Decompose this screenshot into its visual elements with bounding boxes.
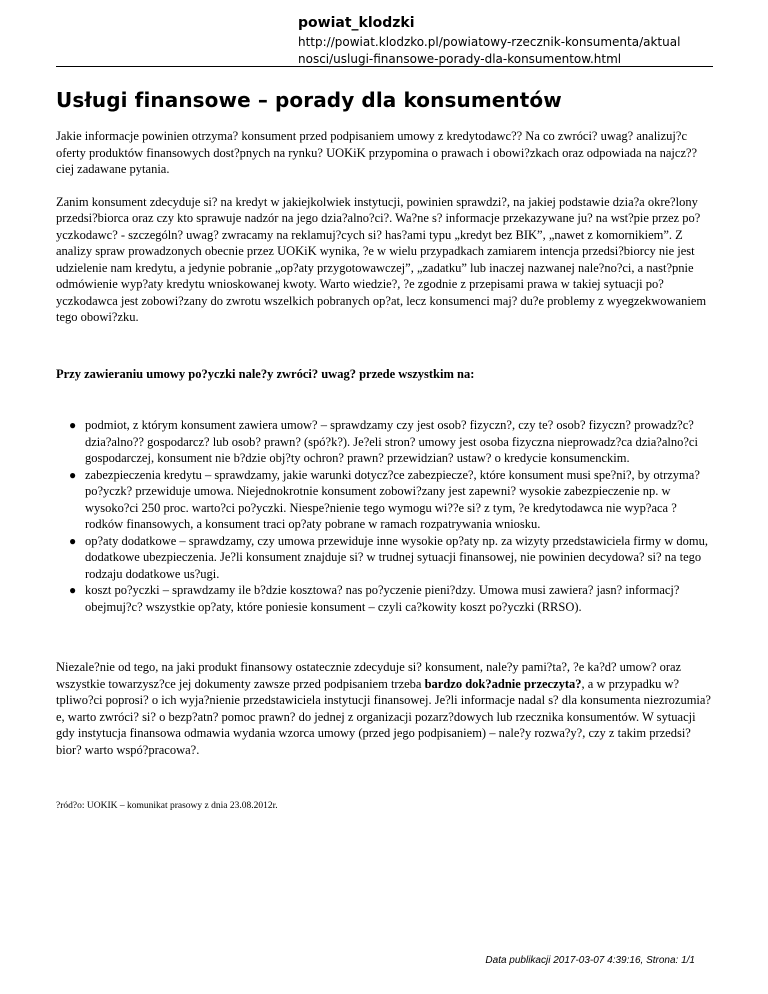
- list-item: [69, 533, 714, 583]
- bullet-icon: ●: [69, 467, 77, 482]
- list-item-text: zabezpieczenia kredytu – sprawdzamy, jakie warunki dotycz?ce zabezpiecze?, które konsument musi spe?ni?, by otrzyma? po?yczk? przewiduje umowa. Niejednokrotnie konsument zobowi?zany jest zapewni? wysokie zabezpieczenie np. w wysoko?ci 250 proc. warto?ci po?yczki. Niespe?nienie tego wymogu wi??e si? z tym, ?e kredytodawca nie wyp?aca ?rodków finansowych, a konsument traci op?aty pobrane w ramach rozpatrywania wniosku.: [85, 467, 700, 531]
- bullet-icon: ●: [69, 418, 77, 432]
- list-item-text: koszt po?yczki – sprawdzamy ile b?dzie kosztowa? nas po?yczenie pieni?dzy. Umowa musi zawiera? jasn? informacj? obejmuj?c? wszystkie op?aty, które poniesie konsument – czyli ca?kowity koszt po?yczki (RRSO).: [85, 583, 680, 614]
- list-item-text: podmiot, z którym konsument zawiera umow? – sprawdzamy czy jest osob? fizyczn?, czy te? osob? fizyczn? prowadz?c? dzia?alno?? gospodarcz? lub osob? prawn? (spó?k?). Je?eli stron? umowy jest osoba fizyczna nieprowadz?ca dzia?alno?ci gospodarczej, konsument nie b?dzie obj?ty ochron? prawn? przewidzian? ustaw? o kredycie konsumenckim.: [85, 418, 698, 465]
- checklist: [56, 417, 714, 615]
- article-paragraph: Zanim konsument zdecyduje si? na kredyt w jakiejkolwiek instytucji, powinien sprawdzi?, na jakiej podstawie dzia?a okre?lony przedsi?biorca oraz czy kto sprawuje nadzór na jego dzia?alno?ci?. Wa?ne s? informacje przekazywane ju? na wst?pie przez po?yczkodawc? - szczególn? uwag? zwracamy na reklamuj?cych si? has?ami typu „kredyt bez BIK”, „nawet z komornikiem”. Z analizy spraw prowadzonych obecnie przez UOKiK wynika, ?e w wielu przypadkach zamiarem intencja przedsi?biorcy nie jest udzielenie nam kredytu, a jedynie pobranie „op?aty przygotowawczej”, „zadatku” lub inaczej nazwanej nale?no?ci, a nast?pnie odmówienie wyp?aty kredytu wnioskowanej kwoty. Warto wiedzie?, ?e zgodnie z przepisami prawa w takiej sytuacji po?yczkodawca jest zobowi?zany do zwrotu wszelkich pobranych op?at, lecz konsumenci maj? du?e problemy z wyegzekwowaniem tego obowi?zku.: [56, 194, 707, 324]
- list-item: [69, 417, 714, 467]
- article-title: Usługi finansowe – porady dla konsumentów: [56, 88, 562, 112]
- source-url[interactable]: [298, 34, 718, 68]
- paragraph-text-start: Niezale?nie od tego, na jaki produkt finansowy ostatecznie zdecyduje si? konsument, nale?y pami?ta?, ?e ka?d? umow? oraz wszystkie towarzysz?ce jej dokumenty zawsze przed podpisaniem trzeba: [56, 660, 682, 691]
- bullet-icon: ●: [69, 583, 77, 597]
- header-divider: [56, 66, 713, 67]
- article-subheading: Przy zawieraniu umowy po?yczki nale?y zwróci? uwag? przede wszystkim na:: [56, 366, 475, 381]
- list-item: [69, 467, 714, 533]
- source-url-line-2[interactable]: nosci/uslugi-finansowe-porady-dla-konsumentow.html: [298, 52, 622, 66]
- bullet-icon: ●: [69, 533, 77, 548]
- list-item: [69, 582, 714, 615]
- source-note: ?ród?o: UOKIK – komunikat prasowy z dnia 23.08.2012r.: [56, 801, 278, 811]
- source-url-line-1[interactable]: http://powiat.klodzko.pl/powiatowy-rzecznik-konsumenta/aktual: [298, 35, 681, 49]
- publication-footer: Data publikacji 2017-03-07 4:39:16, Strona: 1/1: [485, 955, 695, 966]
- paragraph-text-end: , a w przypadku w?tpliwo?ci poprosi? o ich wyja?nienie przedstawiciela instytucji finansowej. Je?li informacje nadal s? dla konsumenta niezrozumia?e, warto zwróci? si? o bezp?atn? pomoc prawn? do jednej z organizacji pozarz?dowych lub rzecznika konsumentów. W sytuacji gdy instytucja finansowa odmawia wydania wzorca umowy (przed jego podpisaniem) – nale?y rozwa?y?, czy z takim przedsi?bior? warto wspó?pracowa?.: [56, 676, 711, 757]
- page-header: [298, 14, 718, 68]
- emphasis-text: bardzo dok?adnie przeczyta?: [424, 676, 582, 691]
- site-name: powiat_klodzki: [298, 15, 415, 31]
- list-item-text: op?aty dodatkowe – sprawdzamy, czy umowa przewiduje inne wysokie op?aty np. za wizyty przedstawiciela firmy w domu, dodatkowe ubezpieczenia. Je?li konsument znajduje si? w trudnej sytuacji finansowej, nie powinien decydowa? si? na tego rodzaju dodatkowe us?ugi.: [85, 533, 708, 581]
- article-intro: Jakie informacje powinien otrzyma? konsument przed podpisaniem umowy z kredytodawc?? Na co zwróci? uwag? analizuj?c oferty produktów finansowych dost?pnych na rynku? UOKiK przypomina o prawach i obowi?zkach oraz odpowiada na najcz??ciej zadawane pytania.: [56, 129, 698, 176]
- article-paragraph-final: [56, 659, 714, 758]
- article: [56, 86, 714, 812]
